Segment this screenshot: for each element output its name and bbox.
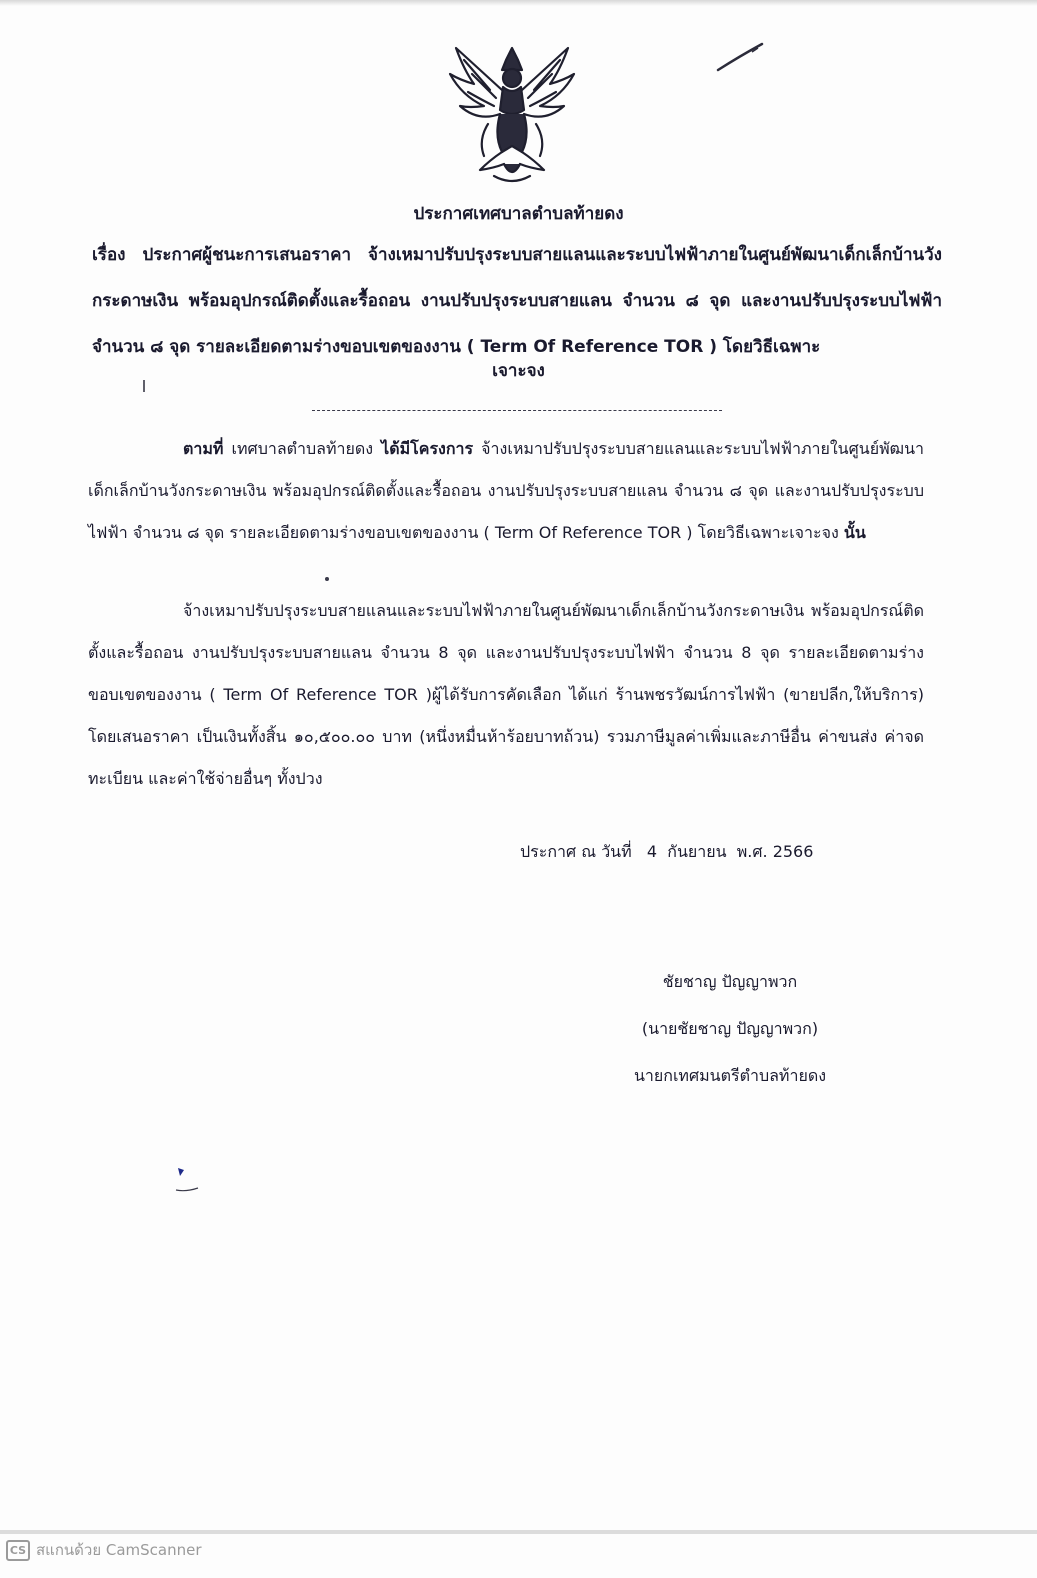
scan-top-edge (0, 0, 1037, 6)
subject-text: ประกาศผู้ชนะการเสนอราคา จ้างเหมาปรับปรุงระบบสายแลนและระบบไฟฟ้าภายในศูนย์พัฒนาเด็กเล็กบ้านวังกระดาษเงิน พร้อมอุปกรณ์ติดตั้งและรื้อถอน งานปรับปรุงระบบสายแลน จำนวน ๘ จุด และงานปรับปรุงระบบไฟฟ้า จำนวน ๘ จุด รายละเอียดตามร่างขอบเขตของงาน ( Term Of Reference TOR ) โดยวิธีเฉพาะ (92, 245, 942, 357)
signature-name: ชัยชาญ ปัญญาพวก (662, 972, 798, 991)
signature-block (600, 958, 860, 1099)
para1-lead: ตามที่ (183, 439, 224, 458)
para1-org: เทศบาลตำบลท้ายดง (231, 439, 374, 458)
garuda-emblem (444, 40, 580, 190)
subject-block (92, 232, 942, 370)
paragraph-background (88, 428, 924, 554)
signature-full-name: (นายชัยชาญ ปัญญาพวก) (641, 1019, 819, 1038)
dashed-divider (312, 410, 722, 411)
signature-position: นายกเทศมนตรีตำบลท้ายดง (633, 1066, 827, 1085)
announcement-date: ประกาศ ณ วันที่ 4 กันยายน พ.ศ. 2566 (520, 842, 814, 861)
para1-mid: ได้มีโครงการ (381, 439, 474, 458)
stray-mark (172, 1164, 202, 1198)
pen-mark (712, 34, 772, 84)
announcement-title: ประกาศเทศบาลตำบลท้ายดง (413, 204, 624, 224)
scanner-watermark-text: สแกนด้วย CamScanner (36, 1541, 202, 1559)
subject-tail: เจาะจง (492, 361, 545, 381)
para1-text: จ้างเหมาปรับปรุงระบบสายแลนและระบบไฟฟ้าภายในศูนย์พัฒนาเด็กเล็กบ้านวังกระดาษเงิน พร้อมอุปกรณ์ติดตั้งและรื้อถอน งานปรับปรุงระบบสายแลน จำนวน ๘ จุด และงานปรับปรุงระบบไฟฟ้า จำนวน ๘ จุด รายละเอียดตามร่างขอบเขตของงาน ( Term Of Reference TOR ) โดยวิธีเฉพาะเจาะจง (88, 439, 924, 542)
camscanner-logo-icon: CS (6, 1540, 30, 1561)
stray-mark (322, 574, 332, 584)
stray-mark (142, 378, 146, 394)
scan-bottom-edge (0, 1530, 1037, 1534)
scanner-watermark (6, 1538, 202, 1562)
subject-label: เรื่อง (92, 245, 126, 265)
para1-end: นั้น (843, 523, 866, 542)
paragraph-winner: จ้างเหมาปรับปรุงระบบสายแลนและระบบไฟฟ้าภายในศูนย์พัฒนาเด็กเล็กบ้านวังกระดาษเงิน พร้อมอุปกรณ์ติดตั้งและรื้อถอน งานปรับปรุงระบบสายแลน จำนวน 8 จุด และงานปรับปรุงระบบไฟฟ้า จำนวน 8 จุด รายละเอียดตามร่างขอบเขตของงาน ( Term Of Reference TOR )ผู้ได้รับการคัดเลือก ได้แก่ ร้านพชรวัฒน์การไฟฟ้า (ขายปลีก,ให้บริการ) โดยเสนอราคา เป็นเงินทั้งสิ้น ๑๐,๕๐๐.๐๐ บาท (หนึ่งหมื่นห้าร้อยบาทถ้วน) รวมภาษีมูลค่าเพิ่มและภาษีอื่น ค่าขนส่ง ค่าจดทะเบียน และค่าใช้จ่ายอื่นๆ ทั้งปวง (88, 601, 924, 788)
